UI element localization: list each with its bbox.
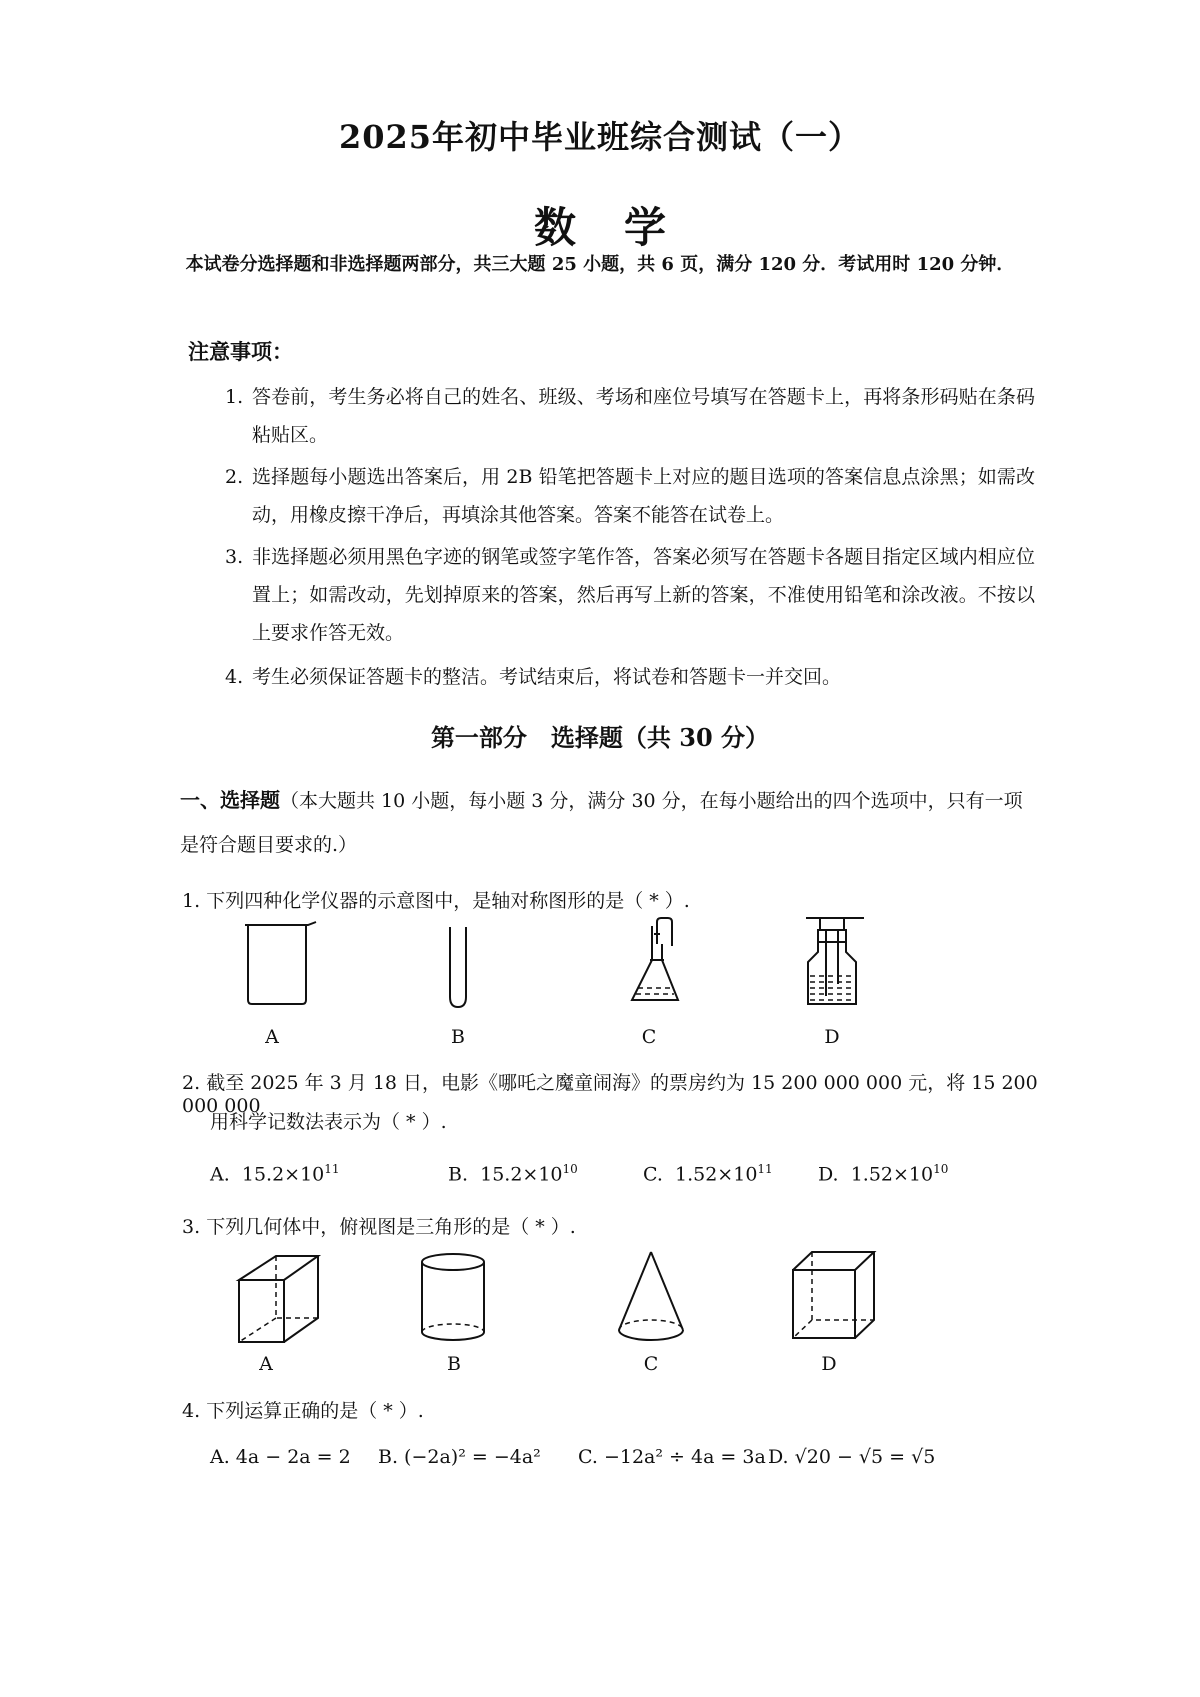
figure-label-b: B <box>447 1353 461 1375</box>
question-number: 3. <box>182 1216 201 1238</box>
notice-item-1 <box>225 378 1035 454</box>
figure-label-b: B <box>451 1026 465 1048</box>
beaker-figure <box>240 922 320 1007</box>
notice-item-3 <box>225 538 1035 652</box>
figure-label-c: C <box>643 1353 659 1375</box>
figure-label-c: C <box>641 1026 657 1048</box>
notice-title: 注意事项： <box>188 339 293 364</box>
option-a: A. 4a − 2a = 2 <box>210 1446 351 1468</box>
question-text: 下列运算正确的是（ * ）. <box>206 1400 424 1422</box>
section-description: （本大题共 10 小题，每小题 3 分，满分 30 分，在每小题给出的四个选项中，只有一项是符合题目要求的.） <box>180 790 1023 856</box>
flask-with-tube-figure <box>620 918 700 1010</box>
option-d: D. √20 − √5 = √5 <box>768 1446 936 1468</box>
notice-item-number: 3. <box>225 546 244 568</box>
notice-item-text: 考生必须保证答题卡的整洁。考试结束后，将试卷和答题卡一并交回。 <box>252 666 842 688</box>
notice-item-text: 非选择题必须用黑色字迹的钢笔或签字笔作答，答案必须写在答题卡各题目指定区域内相应位置上；如需改动，先划掉原来的答案，然后再写上新的答案，不准使用铅笔和涂改液。不按以上要求作答无效。 <box>252 546 1035 644</box>
option-a <box>210 1162 340 1185</box>
gas-bottle-figure <box>800 916 870 1010</box>
cylinder-figure <box>418 1252 488 1344</box>
option-c: C. −12a² ÷ 4a = 3a <box>578 1446 766 1468</box>
notice-item-number: 2. <box>225 466 244 488</box>
question-number: 1. <box>182 890 201 912</box>
question-text: 下列四种化学仪器的示意图中，是轴对称图形的是（ * ）. <box>206 890 690 912</box>
option-b <box>448 1162 578 1185</box>
option-letter: D. <box>818 1163 839 1186</box>
option-d <box>818 1162 948 1185</box>
notice-item-4 <box>225 658 1035 696</box>
option-exponent: 10 <box>933 1162 949 1176</box>
question-1-stem <box>182 886 690 913</box>
cone-figure <box>615 1250 687 1346</box>
test-tube-figure <box>446 925 470 1010</box>
part-heading: 第一部分 选择题（共 30 分） <box>430 723 770 752</box>
subject-title: 数学 <box>533 203 714 252</box>
question-4-stem <box>182 1396 424 1423</box>
figure-label-a: A <box>259 1353 273 1375</box>
option-base: 1.52×10 <box>675 1163 758 1186</box>
section-label: 一、选择题 <box>180 788 280 812</box>
question-3-stem <box>182 1212 576 1239</box>
question-number: 2. <box>182 1072 201 1094</box>
question-number: 4. <box>182 1400 201 1422</box>
option-base: 1.52×10 <box>850 1163 934 1186</box>
question-text: 截至 2025 年 3 月 18 日，电影《哪吒之魔童闹海》的票房约为 15 200 000 000 元，将 15 200 000 000 <box>182 1072 1038 1117</box>
option-letter: A. <box>210 1163 230 1186</box>
option-exponent: 11 <box>757 1162 773 1176</box>
question-text: 下列几何体中，俯视图是三角形的是（ * ）. <box>206 1216 576 1238</box>
question-2-stem-continued: 用科学记数法表示为（ * ）. <box>210 1111 447 1133</box>
notice-item-text: 答卷前，考生务必将自己的姓名、班级、考场和座位号填写在答题卡上，再将条形码贴在条码粘贴区。 <box>252 386 1035 446</box>
cube-figure <box>790 1250 876 1342</box>
figure-label-d: D <box>821 1353 837 1375</box>
triangular-prism-figure <box>236 1252 320 1344</box>
option-c <box>643 1162 773 1185</box>
notice-item-number: 4. <box>225 666 244 688</box>
option-letter: C. <box>643 1163 663 1186</box>
exam-title: 2025年初中毕业班综合测试（一） <box>338 118 862 156</box>
figure-label-d: D <box>824 1026 840 1048</box>
notice-item-text: 选择题每小题选出答案后，用 2B 铅笔把答题卡上对应的题目选项的答案信息点涂黑；如需改动，用橡皮擦干净后，再填涂其他答案。答案不能答在试卷上。 <box>252 466 1035 526</box>
option-b: B. (−2a)² = −4a² <box>378 1446 541 1468</box>
option-base: 15.2×10 <box>480 1163 563 1186</box>
exam-intro: 本试卷分选择题和非选择题两部分，共三大题 25 小题，共 6 页，满分 120 分．考试用时 120 分钟． <box>185 254 1015 275</box>
section-heading <box>180 778 1040 867</box>
option-letter: B. <box>448 1163 469 1186</box>
option-base: 15.2×10 <box>241 1163 325 1186</box>
option-exponent: 11 <box>324 1162 340 1176</box>
option-exponent: 10 <box>562 1162 578 1176</box>
notice-item-2 <box>225 458 1035 534</box>
figure-label-a: A <box>265 1026 279 1048</box>
notice-item-number: 1. <box>225 386 244 408</box>
